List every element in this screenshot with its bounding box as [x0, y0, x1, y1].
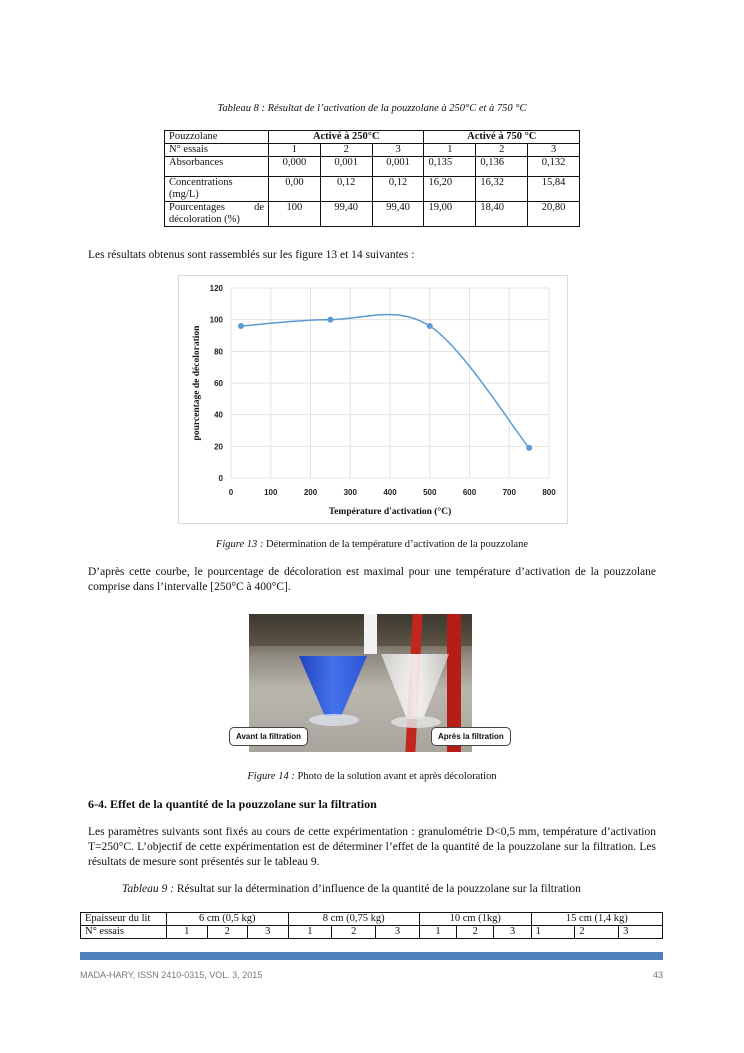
figure13-caption-text: Détermination de la température d’activation de la pouzzolane [263, 539, 529, 550]
cell: 3 [376, 926, 420, 939]
cell: 0,001 [372, 157, 424, 177]
cell: 1 [419, 926, 456, 939]
data-point [238, 323, 244, 329]
cell: 2 [332, 926, 376, 939]
series-line [241, 315, 529, 448]
x-tick-label: 800 [542, 488, 556, 497]
x-tick-label: 300 [343, 488, 357, 497]
x-tick-label: 200 [303, 488, 318, 497]
figure14-caption-text: Photo de la solution avant et après décoloration [294, 771, 497, 782]
x-axis-label: Température d'activation (°C) [328, 507, 452, 517]
cell: 2 [476, 144, 528, 157]
cell: 2 [457, 926, 494, 939]
y-tick-label: 40 [214, 410, 223, 420]
cell: 99,40 [372, 202, 424, 227]
cell: 1 [167, 926, 208, 939]
section-heading: 6-4. Effet de la quantité de la pouzzolane sur la filtration [88, 797, 377, 811]
y-axis-label: pourcentage de décoloration [192, 325, 202, 441]
cell: 3 [372, 144, 424, 157]
group-header: 10 cm (1kg) [419, 913, 531, 926]
cell: 20,80 [528, 202, 580, 227]
glass-base [391, 716, 441, 728]
y-tick-label: 80 [214, 347, 223, 357]
cell: 0,000 [269, 157, 321, 177]
cell: 0,12 [320, 177, 372, 202]
tableau8 [164, 130, 580, 227]
y-tick-label: 60 [214, 379, 223, 388]
cell: 0,132 [528, 157, 580, 177]
cell: 3 [619, 926, 663, 939]
figure13-caption [0, 539, 744, 550]
cell: 0,00 [269, 177, 321, 202]
data-point [427, 323, 433, 329]
y-tick-label: 20 [214, 442, 223, 452]
cell: 0,001 [320, 157, 372, 177]
callout-before: Avant la filtration [229, 727, 308, 746]
cell: 0,12 [372, 177, 424, 202]
cell: 3 [528, 144, 580, 157]
cell: 1 [269, 144, 321, 157]
intro-text: Les résultats obtenus sont rassemblés sur les figure 13 et 14 suivantes : [88, 249, 415, 261]
x-tick-label: 600 [462, 488, 477, 497]
group-header: 8 cm (0,75 kg) [288, 913, 419, 926]
figure14-label: Figure 14 : [247, 771, 295, 782]
row-label: N° essais [81, 926, 167, 939]
cell: 0,135 [424, 157, 476, 177]
cell: 1 [424, 144, 476, 157]
tableau9-label: Tableau 9 : [122, 883, 174, 895]
cell: 99,40 [320, 202, 372, 227]
cell: 0,136 [476, 157, 528, 177]
callout-after: Après la filtration [431, 727, 511, 746]
header-group-750: Activé à 750 °C [424, 131, 580, 144]
table-row [165, 144, 580, 157]
group-header: 6 cm (0,5 kg) [167, 913, 289, 926]
table-row [165, 177, 580, 202]
y-tick-label: 0 [218, 474, 223, 483]
table-row [165, 157, 580, 177]
group-header: 15 cm (1,4 kg) [531, 913, 662, 926]
clear-glass [381, 654, 449, 719]
header-group-250: Activé à 250°C [269, 131, 424, 144]
cell: 15,84 [528, 177, 580, 202]
row-label: N° essais [165, 144, 269, 157]
white-tube [364, 614, 377, 654]
x-tick-label: 0 [228, 488, 234, 497]
y-tick-label: 100 [209, 315, 223, 325]
page-number: 43 [652, 970, 663, 980]
header-label: Pouzzolane [165, 131, 269, 144]
cell: 16,20 [424, 177, 476, 202]
cell: 3 [494, 926, 531, 939]
cell: 16,32 [476, 177, 528, 202]
tableau9-caption [122, 883, 581, 895]
cell: 2 [207, 926, 248, 939]
cell: 19,00 [424, 202, 476, 227]
x-tick-label: 100 [264, 488, 278, 497]
y-tick-label: 120 [209, 284, 223, 293]
cell: 100 [269, 202, 321, 227]
figure14-caption [0, 771, 744, 782]
wall-background [249, 614, 472, 646]
figure13-label: Figure 13 : [215, 539, 264, 550]
cell: 1 [531, 926, 575, 939]
tableau9 [80, 912, 663, 939]
footer-bar [80, 952, 663, 960]
footer-journal: MADA-HARY, ISSN 2410-0315, VOL. 3, 2015 [80, 970, 263, 980]
table-row [81, 926, 663, 939]
table-row [165, 202, 580, 227]
data-point [526, 445, 532, 451]
x-tick-label: 400 [383, 488, 397, 497]
cell: 18,40 [476, 202, 528, 227]
row-label: Absorbances [165, 157, 269, 177]
row-label: Pourcentages de décoloration (%) [165, 202, 269, 227]
header-label: Epaisseur du lit [81, 913, 167, 926]
glass-base [309, 714, 359, 726]
cell: 2 [320, 144, 372, 157]
paragraph-2: Les paramètres suivants sont fixés au cours de cette expérimentation : granulométrie D<0,5 mm, température d’activation T=250°C. L’objectif de cette expérimentation est de déterminer l’effet de la quantité de la pouzzolane sur la filtration. Les résultats de mesure sont présentés sur le tableau 9. [88, 826, 656, 868]
figure13-chart [178, 275, 568, 524]
cell: 3 [248, 926, 289, 939]
cell: 2 [575, 926, 619, 939]
x-tick-label: 700 [502, 488, 516, 497]
paragraph-1: D’après cette courbe, le pourcentage de décoloration est maximal pour une température d’activation de la pouzzolane comprise dans l’intervalle [250°C à 400°C]. [88, 566, 656, 593]
tableau9-caption-text: Résultat sur la détermination d’influence de la quantité de la pouzzolane sur la filtration [173, 883, 581, 895]
data-point [327, 317, 333, 323]
cell: 1 [288, 926, 332, 939]
blue-glass [299, 656, 367, 716]
x-tick-label: 500 [423, 488, 437, 497]
tableau8-caption: Tableau 8 : Résultat de l’activation de la pouzzolane à 250°C et à 750 °C [217, 103, 527, 114]
row-label: Concentrations (mg/L) [165, 177, 269, 202]
